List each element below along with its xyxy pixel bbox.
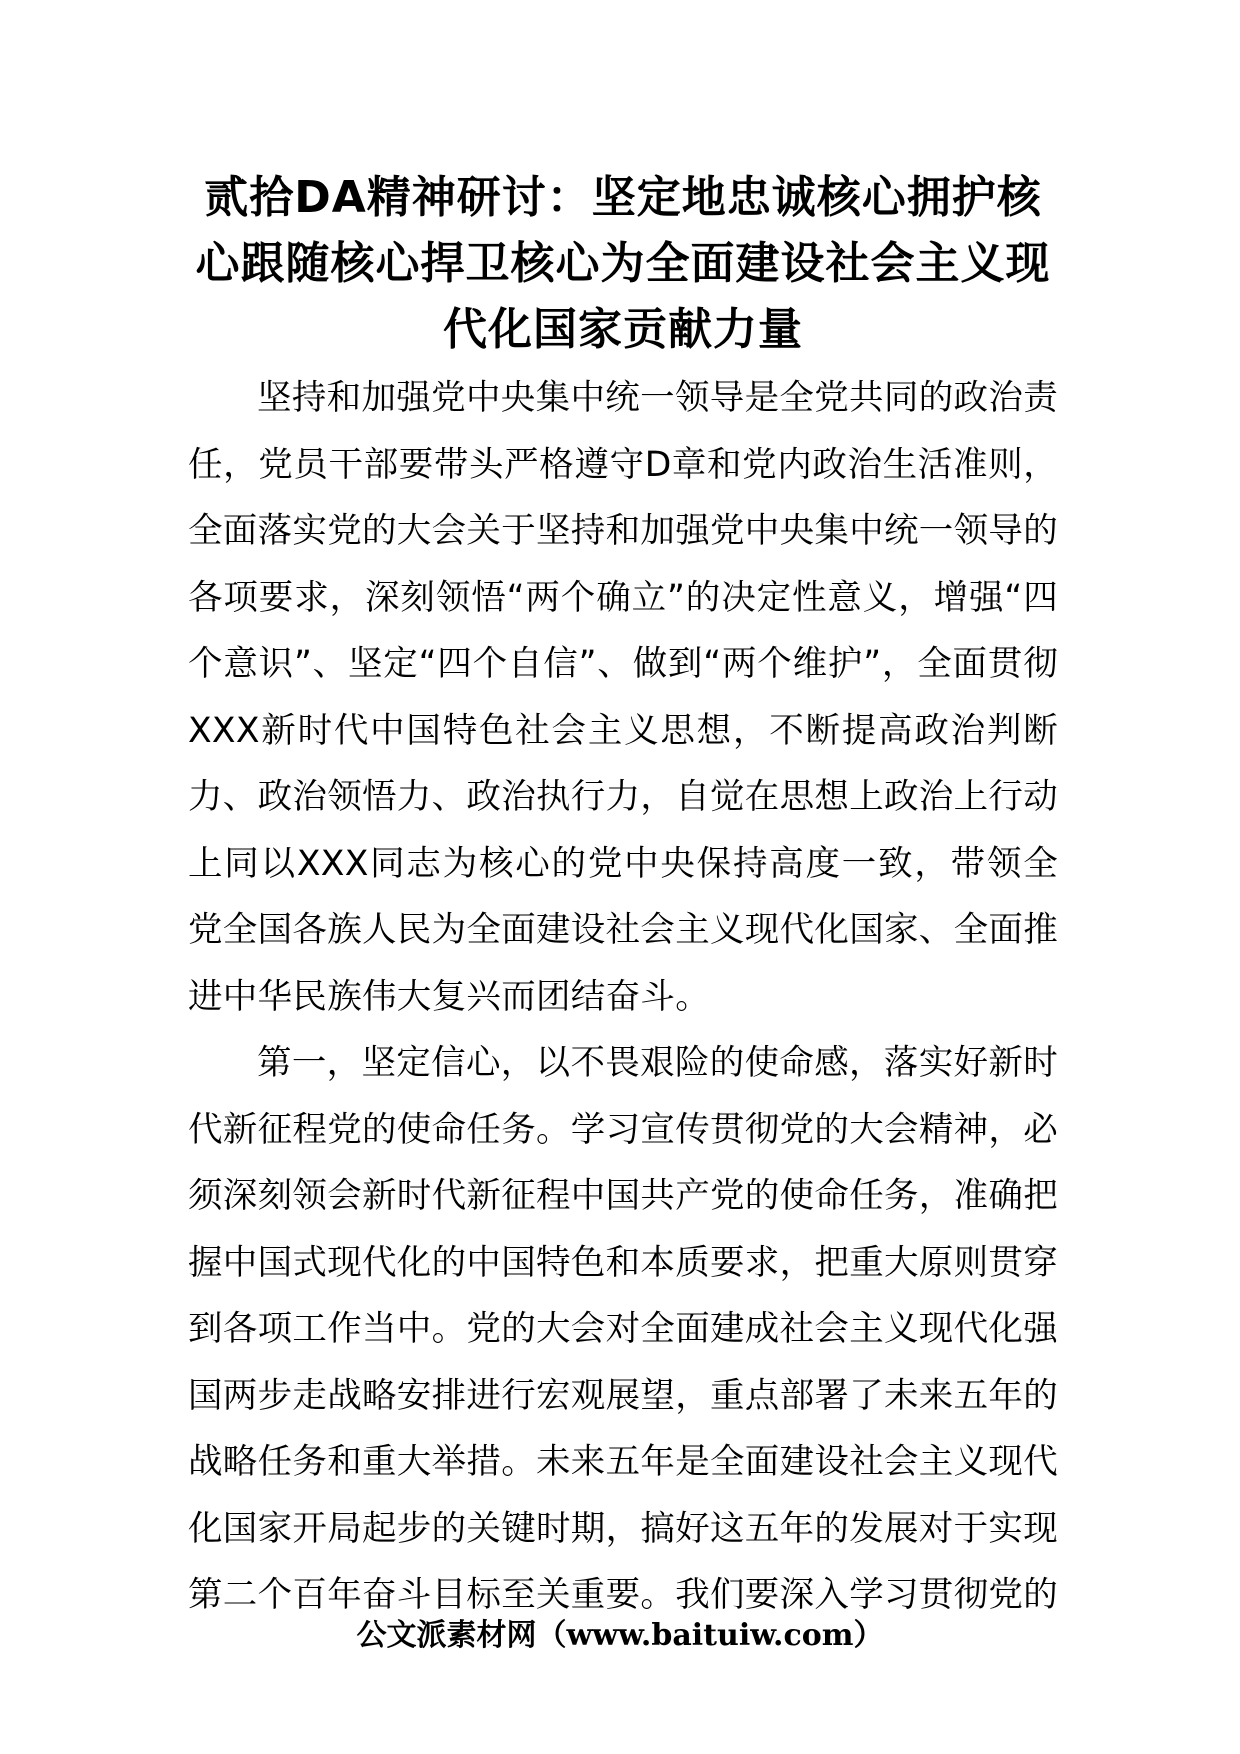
paragraph-1: 坚持和加强党中央集中统一领导是全党共同的政治责任，党员干部要带头严格遵守D章和党内政治生活准则，全面落实党的大会关于坚持和加强党中央集中统一领导的各项要求，深刻领悟“两个确立”的决定性意义，增强“四个意识”、坚定“四个自信”、做到“两个维护”，全面贯彻XXX新时代中国特色社会主义思想，不断提高政治判断力、政治领悟力、政治执行力，自觉在思想上政治上行动上同以XXX同志为核心的党中央保持高度一致，带领全党全国各族人民为全面建设社会主义现代化国家、全面推进中华民族伟大复兴而团结奋斗。 — [188, 378, 1058, 1017]
document-page — [188, 165, 1058, 1629]
document-body — [188, 365, 1058, 1629]
document-title: 贰拾DA精神研讨：坚定地忠诚核心拥护核心跟随核心捍卫核心为全面建设社会主义现代化国家贡献力量 — [195, 172, 1051, 355]
footer-watermark: 公文派素材网（www.baituiw.com） — [356, 1618, 884, 1653]
paragraph-2: 第一，坚定信心，以不畏艰险的使命感，落实好新时代新征程党的使命任务。学习宣传贯彻党的大会精神，必须深刻领会新时代新征程中国共产党的使命任务，准确把握中国式现代化的中国特色和本质要求，把重大原则贯穿到各项工作当中。党的大会对全面建成社会主义现代化强国两步走战略安排进行宏观展望，重点部署了未来五年的战略任务和重大举措。未来五年是全面建设社会主义现代化国家开局起步的关键时期，搞好这五年的发展对于实现第二个百年奋斗目标至关重要。我们要深入学习贯彻党的 — [188, 1043, 1058, 1615]
